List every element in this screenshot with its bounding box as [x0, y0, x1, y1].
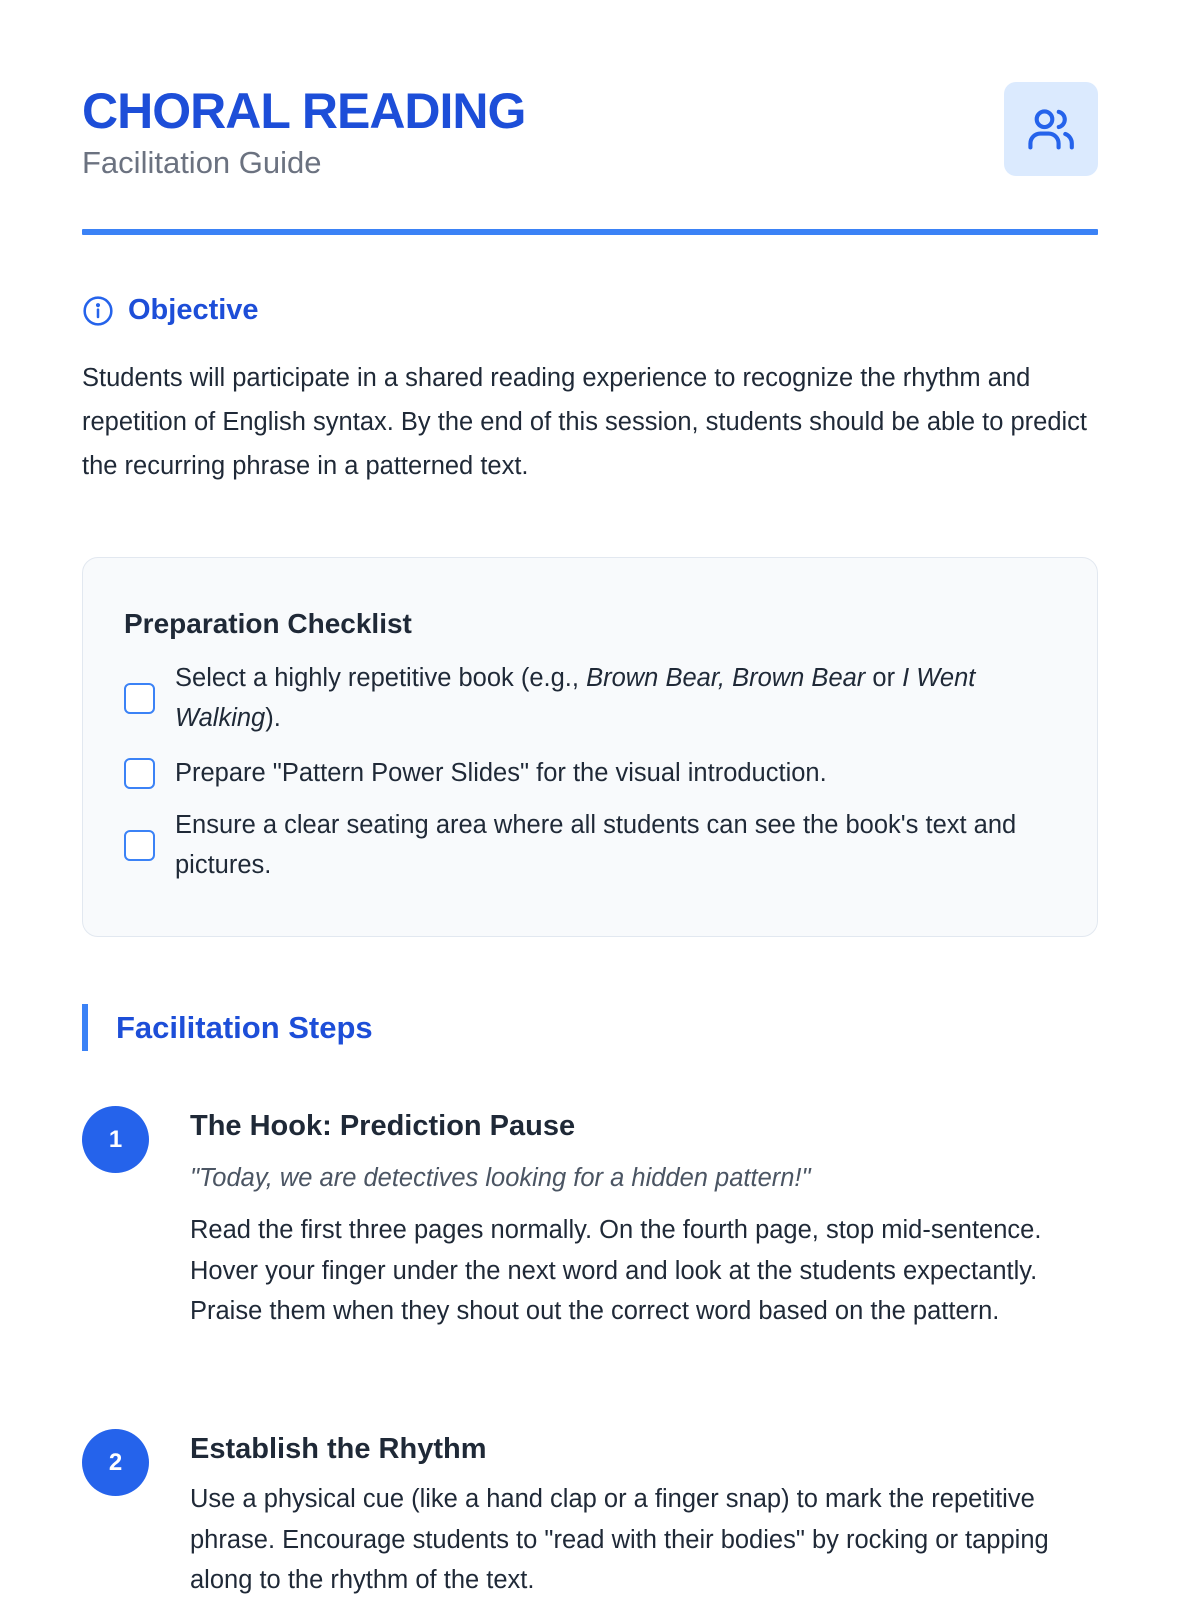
page-header [82, 78, 1098, 238]
checklist-checkbox[interactable] [124, 830, 155, 861]
users-icon-badge [1004, 82, 1098, 176]
checklist-item-text: Prepare "Pattern Power Slides" for the visual introduction. [175, 759, 827, 787]
book-title: I Went Walking [175, 664, 976, 732]
checklist-checkbox[interactable] [124, 758, 155, 789]
header-divider [82, 229, 1098, 235]
step-title: The Hook: Prediction Pause [190, 1110, 576, 1142]
book-title: Brown Bear, Brown Bear [586, 664, 866, 692]
preparation-checklist [82, 557, 1098, 937]
checklist-checkbox[interactable] [124, 683, 155, 714]
facilitation-steps-heading [82, 1004, 373, 1051]
users-icon [1025, 103, 1077, 155]
step-body [190, 1106, 1098, 1332]
facilitation-steps-heading-label: Facilitation Steps [116, 1009, 373, 1045]
step-title: Establish the Rhythm [190, 1433, 487, 1465]
page-subtitle: Facilitation Guide [82, 145, 322, 180]
checklist-title: Preparation Checklist [124, 608, 412, 639]
page-title: CHORAL READING [82, 83, 526, 139]
step-description: Use a physical cue (like a hand clap or a finger snap) to mark the repetitive phrase. Encourage students to "read with their bodies" by rocking or tapping along to the rhythm of the text. [190, 1485, 1049, 1594]
step-body [190, 1429, 1098, 1600]
objective-text: Students will participate in a shared reading experience to recognize the rhythm and repetition of English syntax. By the end of this session, students should be able to predict the recurring phrase in a patterned text. [82, 364, 1088, 480]
objective-heading [82, 294, 259, 327]
checklist-item-text: Ensure a clear seating area where all students can see the book's text and pictures. [175, 811, 1017, 879]
objective-heading-label: Objective [128, 294, 259, 326]
checklist-item [124, 658, 1061, 738]
step-number-badge: 1 [82, 1106, 149, 1173]
checklist-item [124, 753, 1061, 793]
step-number-badge: 2 [82, 1429, 149, 1496]
info-circle-icon [82, 295, 114, 327]
step-description: Read the first three pages normally. On the fourth page, stop mid-sentence. Hover your finger under the next word and look at the students expectantly. Praise them when they shout out the correct word based on the pattern. [190, 1216, 1042, 1325]
checklist-item-text: Select a highly repetitive book (e.g., Brown Bear, Brown Bear or I Went Walking). [175, 664, 976, 732]
checklist-item [124, 805, 1061, 885]
step-quote: "Today, we are detectives looking for a hidden pattern!" [190, 1164, 811, 1192]
